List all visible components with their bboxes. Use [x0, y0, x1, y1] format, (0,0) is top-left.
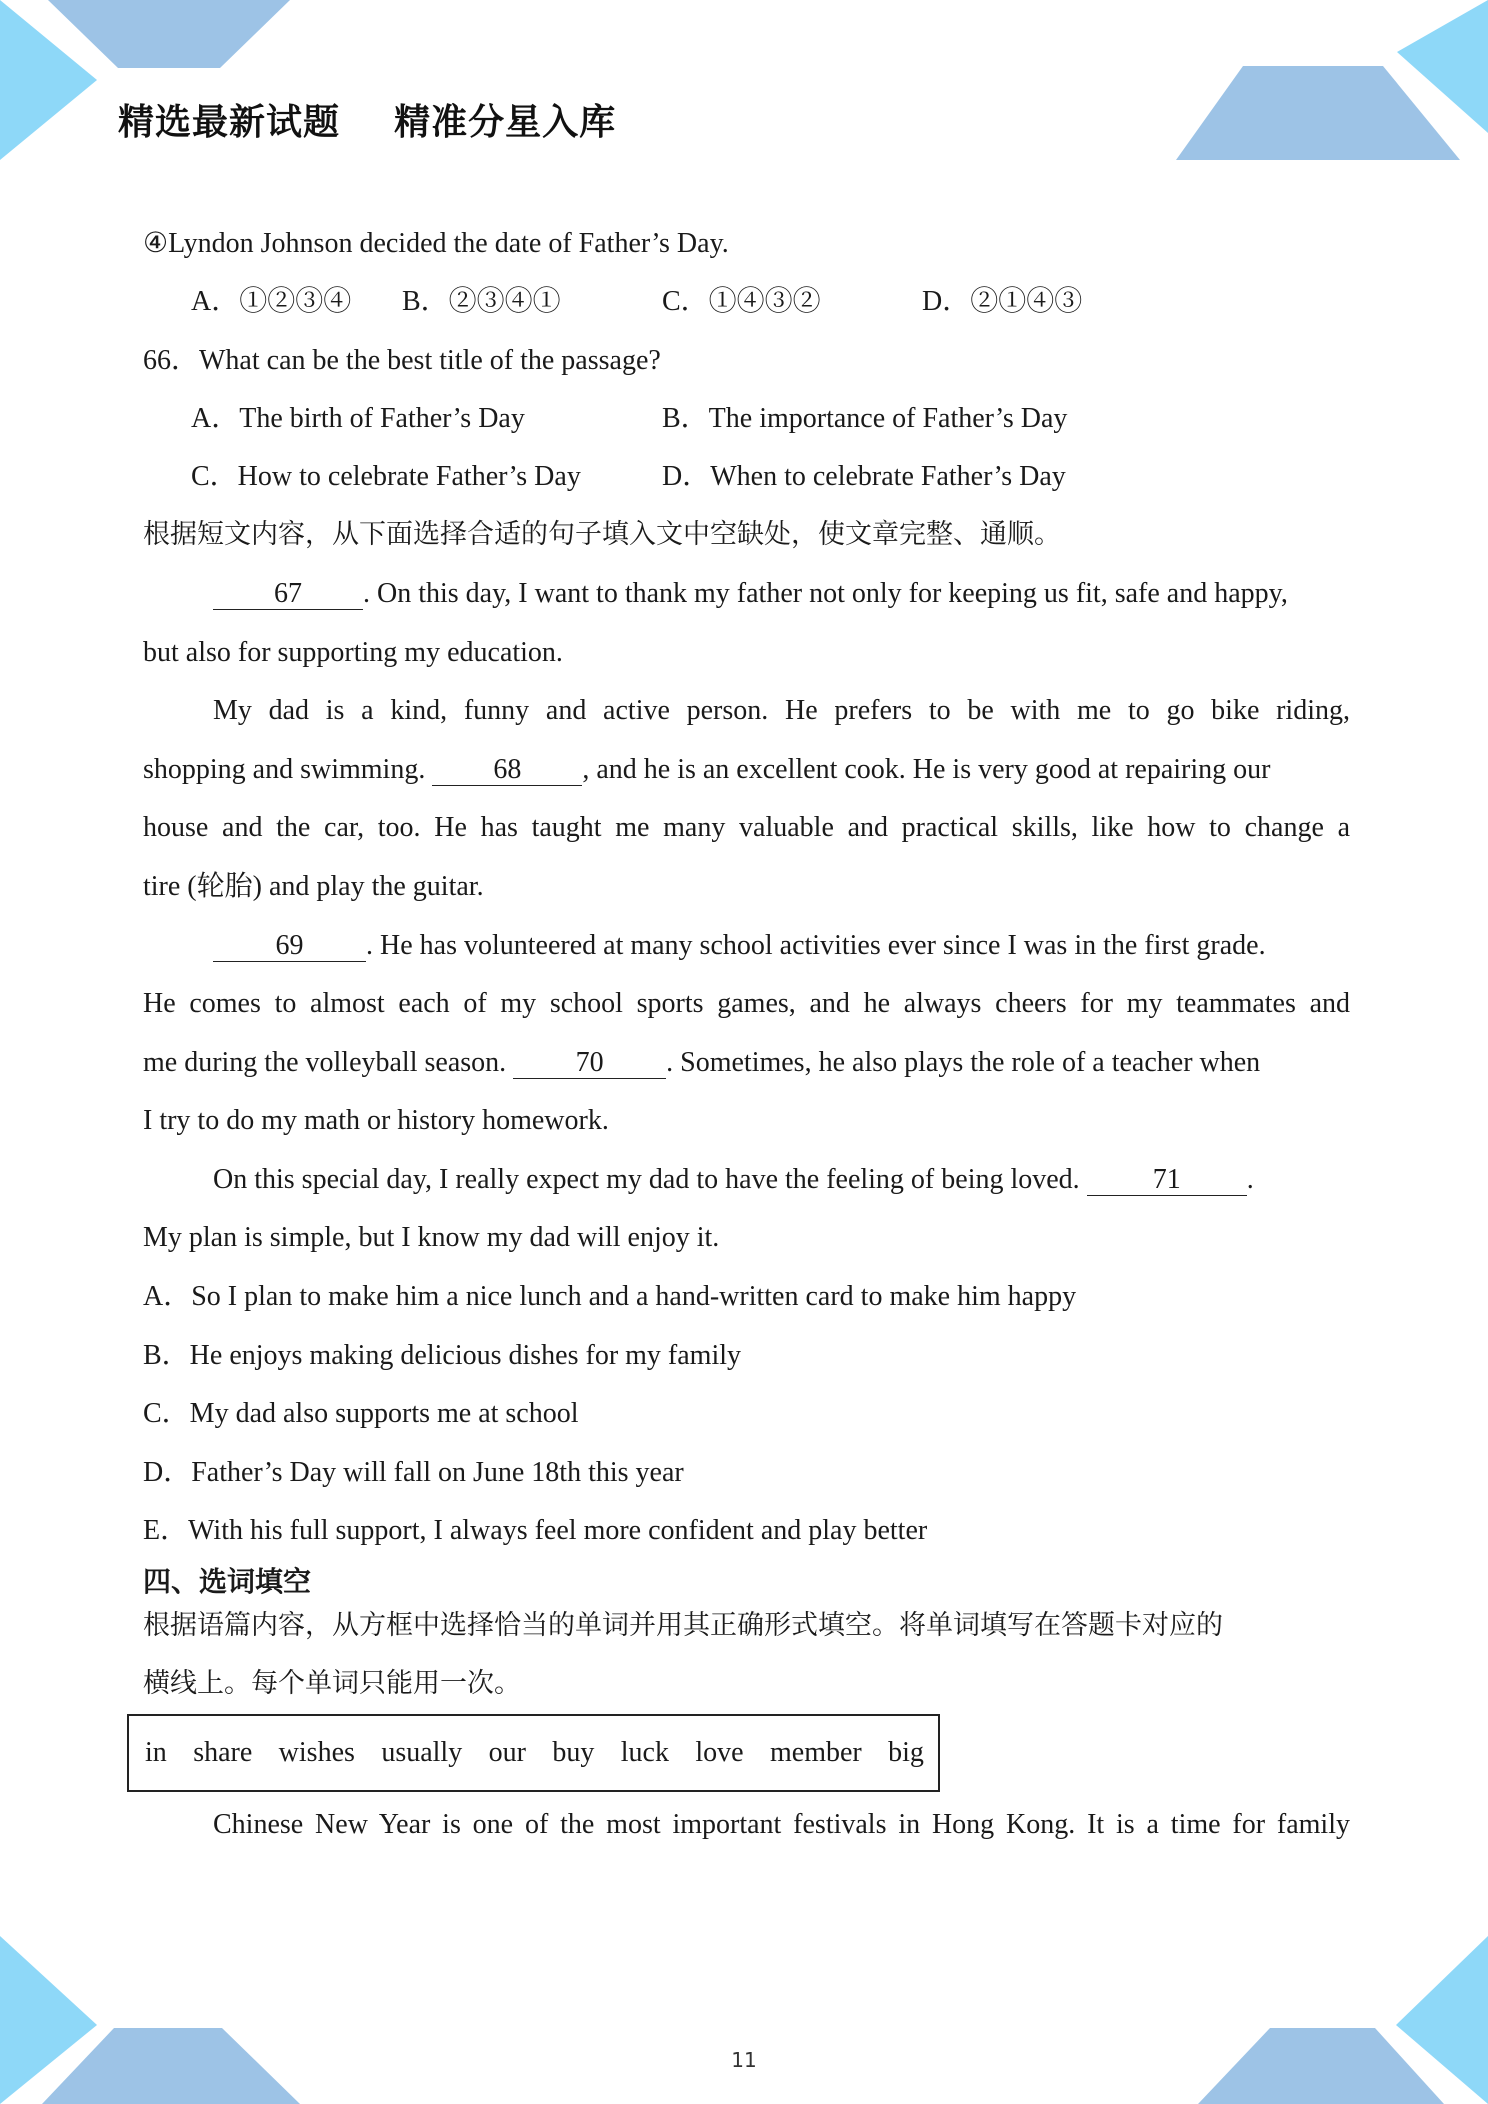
word-bank-word: buy: [552, 1737, 595, 1768]
word-bank-word: usually: [381, 1737, 463, 1768]
q65-option-b: B．②③④①: [402, 286, 561, 317]
q65-option-a: A．①②③④: [191, 286, 352, 317]
page-number: 11: [731, 2048, 757, 2072]
passage-line: I try to do my math or history homework.: [143, 1105, 609, 1136]
blank-71: 71: [1087, 1165, 1247, 1196]
passage-line: tire (轮胎) and play the guitar.: [143, 871, 484, 902]
choice-a: A．So I plan to make him a nice lunch and a hand-written card to make him happy: [143, 1281, 1077, 1312]
word-bank-word: share: [193, 1737, 253, 1768]
choice-b: B．He enjoys making delicious dishes for my family: [143, 1340, 742, 1371]
choice-c: C．My dad also supports me at school: [143, 1398, 579, 1429]
blank-70: 70: [513, 1048, 666, 1079]
passage-line: Chinese New Year is one of the most important festivals in Hong Kong. It is a time for family: [213, 1809, 1350, 1840]
word-bank-word: our: [488, 1737, 526, 1768]
passage-line: shopping and swimming. 68 , and he is an excellent cook. He is very good at repairing our: [143, 754, 1271, 785]
passage-line: but also for supporting my education.: [143, 637, 563, 668]
q65-option-c: C．①④③②: [662, 286, 821, 317]
passage-line: My plan is simple, but I know my dad will enjoy it.: [143, 1222, 720, 1253]
passage-line: My dad is a kind, funny and active person. He prefers to be with me to go bike riding,: [213, 695, 1350, 726]
passage-line: me during the volleyball season. 70 . Sometimes, he also plays the role of a teacher when: [143, 1047, 1261, 1078]
choice-d: D．Father’s Day will fall on June 18th this year: [143, 1457, 684, 1488]
choice-e: E．With his full support, I always feel more confident and play better: [143, 1515, 928, 1546]
word-bank-word: in: [145, 1737, 167, 1768]
word-bank-box: [127, 1714, 940, 1792]
word-bank-word: wishes: [278, 1737, 355, 1768]
corner-trapezoid-top-left: [48, 0, 290, 68]
q66-option-d: D．When to celebrate Father’s Day: [662, 461, 1066, 492]
section-heading: 四、选词填空: [143, 1565, 312, 1598]
blank-69: 69: [213, 931, 366, 962]
q66-option-c: C．How to celebrate Father’s Day: [191, 461, 581, 492]
word-bank-word: luck: [620, 1737, 669, 1768]
q65-option-d: D．②①④③: [922, 286, 1083, 317]
word-bank-word: big: [888, 1737, 924, 1768]
section-instruction: 横线上。每个单词只能用一次。: [143, 1668, 521, 1699]
blank-67: 67: [213, 579, 363, 610]
passage-line: house and the car, too. He has taught me many valuable and practical skills, like how to change a: [143, 812, 1350, 843]
corner-trapezoid-top-right: [1176, 66, 1460, 160]
passage-line: He comes to almost each of my school sports games, and he always cheers for my teammates and: [143, 988, 1350, 1019]
q65-item-4: ④Lyndon Johnson decided the date of Father’s Day.: [143, 228, 729, 259]
q66-option-b: B．The importance of Father’s Day: [662, 403, 1068, 434]
task-instruction: 根据短文内容，从下面选择合适的句子填入文中空缺处，使文章完整、通顺。: [143, 519, 1061, 550]
passage-line: On this special day, I really expect my dad to have the feeling of being loved. 71 .: [213, 1164, 1254, 1195]
word-bank-word: love: [695, 1737, 744, 1768]
header-title: 精选最新试题 精准分星入库: [118, 102, 617, 143]
section-instruction: 根据语篇内容，从方框中选择恰当的单词并用其正确形式填空。将单词填写在答题卡对应的: [143, 1610, 1223, 1641]
word-bank-word: member: [770, 1737, 862, 1768]
passage-line: 67 . On this day, I want to thank my father not only for keeping us fit, safe and happy,: [213, 577, 1288, 611]
blank-68: 68: [432, 755, 582, 786]
q66-option-a: A．The birth of Father’s Day: [191, 403, 525, 434]
q66-question: 66．What can be the best title of the passage?: [143, 345, 661, 376]
passage-line: 69 . He has volunteered at many school activities ever since I was in the first grade.: [213, 929, 1266, 963]
